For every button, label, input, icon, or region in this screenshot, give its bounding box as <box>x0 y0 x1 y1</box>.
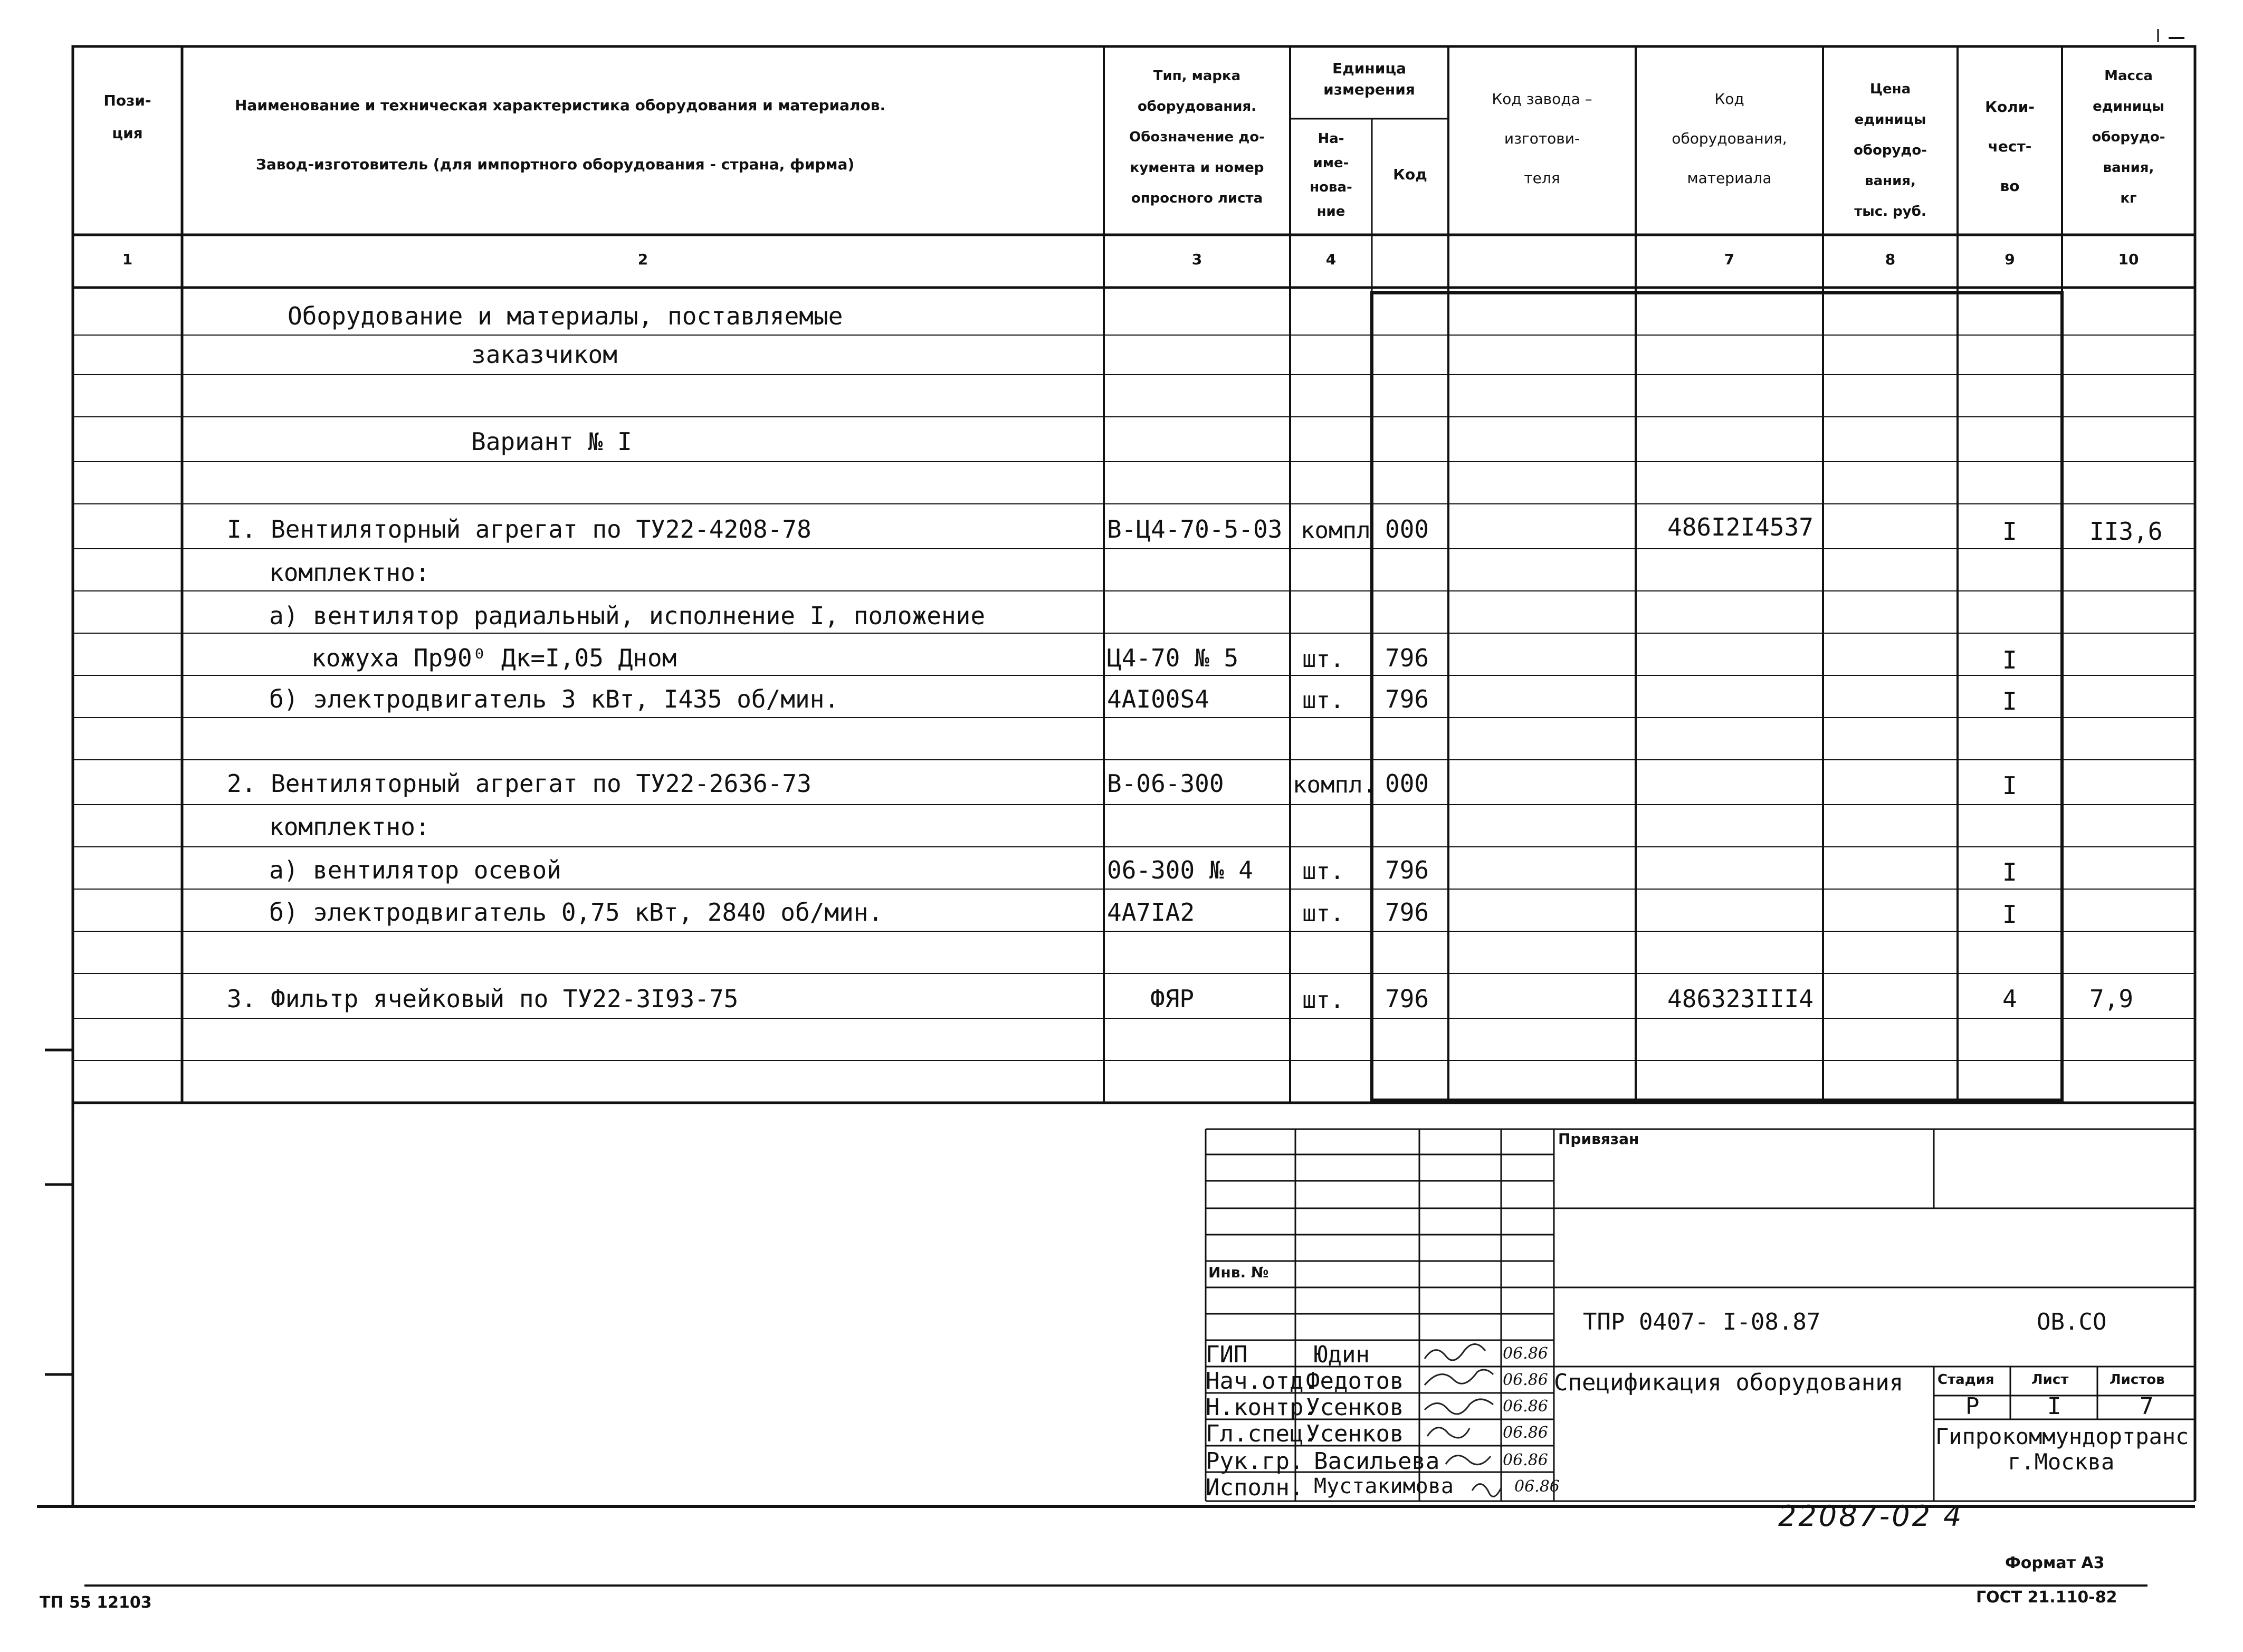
row-name: комплектно: <box>269 813 430 841</box>
row-quantity: I <box>2002 646 2017 674</box>
header-price: Цена единицы оборудо- вания, тыс. руб. <box>1853 81 1927 219</box>
row-unit-code: 796 <box>1385 898 1429 927</box>
header-plant-code: Код завода – изготови- теля <box>1492 90 1592 187</box>
signer-name: Юдин <box>1314 1341 1370 1368</box>
row-name: а) вентилятор радиальный, исполнение I, положение <box>269 601 986 630</box>
signer-role: Рук.гр. <box>1206 1448 1304 1475</box>
stamp-document-code: ТПР 0407- I-08.87 <box>1583 1309 1821 1335</box>
column-number: 8 <box>1885 251 1896 268</box>
row-type: 06-300 № 4 <box>1107 856 1253 884</box>
row-name: кожуха Пр90⁰ Дк=I,05 Дном <box>311 644 677 672</box>
signer-date: 06.86 <box>1514 1477 1560 1496</box>
header-name-line1: Наименование и техническая характеристика оборудования и материалов. <box>235 97 886 114</box>
row-name: I. Вентиляторный агрегат по ТУ22-4208-78 <box>227 515 812 543</box>
column-number: 9 <box>2005 251 2015 268</box>
row-unit: компл. <box>1293 771 1377 798</box>
row-type: В-06-300 <box>1107 769 1224 798</box>
stamp-city: г.Москва <box>2008 1449 2115 1475</box>
header-unit-code: Код <box>1393 166 1427 183</box>
row-unit: шт. <box>1302 646 1344 673</box>
signer-role: Нач.отд. <box>1206 1368 1318 1395</box>
row-type: Ц4-70 № 5 <box>1107 644 1239 672</box>
signer-date: 06.86 <box>1503 1397 1548 1416</box>
row-name: Вариант № I <box>471 427 632 456</box>
row-name: 2. Вентиляторный агрегат по ТУ22-2636-73 <box>227 769 812 798</box>
row-name: Оборудование и материалы, поставляемые <box>288 302 843 330</box>
row-quantity: I <box>2002 858 2017 886</box>
column-number: 2 <box>637 251 648 268</box>
stamp-sheet-code: ОВ.СО <box>2037 1309 2107 1335</box>
stamp-sheet-label: Лист <box>2031 1372 2069 1388</box>
row-name: а) вентилятор осевой <box>269 856 561 884</box>
signer-role: Гл.спец. <box>1206 1420 1318 1447</box>
row-type: В-Ц4-70-5-03 <box>1107 515 1283 543</box>
signer-role: ГИП <box>1206 1341 1248 1368</box>
row-name: б) электродвигатель 0,75 кВт, 2840 об/мин. <box>269 898 883 927</box>
row-type: ФЯР <box>1150 985 1195 1013</box>
row-unit-code: 796 <box>1385 644 1429 672</box>
row-mass: II3,6 <box>2089 517 2163 546</box>
signer-date: 06.86 <box>1503 1371 1548 1389</box>
header-quantity: Коли- чест- во <box>1985 98 2035 195</box>
signer-role: Н.контр. <box>1206 1394 1318 1421</box>
row-name: заказчиком <box>471 340 617 369</box>
row-quantity: I <box>2002 900 2017 929</box>
stamp-privyazan: Привязан <box>1558 1130 1639 1148</box>
row-unit-code: 796 <box>1385 985 1429 1013</box>
stamp-stage-label: Стадия <box>1937 1372 1994 1388</box>
row-equipment-code: 486323III4 <box>1667 985 1814 1013</box>
row-name: 3. Фильтр ячейковый по ТУ22-3I93-75 <box>227 985 739 1013</box>
row-type: 4АI00S4 <box>1107 685 1209 713</box>
stamp-title: Спецификация оборудования <box>1554 1369 1904 1396</box>
row-mass: 7,9 <box>2089 985 2134 1013</box>
signer-name: Мустакимова <box>1314 1474 1454 1498</box>
header-mass: Масса единицы оборудо- вания, кг <box>2092 68 2165 206</box>
row-name: б) электродвигатель 3 кВт, I435 об/мин. <box>269 685 839 713</box>
signer-date: 06.86 <box>1503 1344 1548 1363</box>
row-equipment-code: 486I2I4537 <box>1667 513 1814 541</box>
column-number: 4 <box>1325 251 1337 268</box>
signer-date: 06.86 <box>1503 1451 1548 1469</box>
gost-label: ГОСТ 21.110-82 <box>1976 1588 2117 1607</box>
row-unit-code: 000 <box>1385 769 1429 798</box>
row-unit: шт. <box>1302 858 1344 885</box>
header-unit-name: На- име- нова- ние <box>1310 131 1352 219</box>
row-unit-code: 796 <box>1385 856 1429 884</box>
row-quantity: I <box>2002 687 2017 715</box>
signer-name: Усенков <box>1306 1420 1404 1447</box>
column-number: 7 <box>1724 251 1735 268</box>
stamp-organization: Гипрокоммундортранс <box>1935 1424 2189 1449</box>
row-unit: шт. <box>1302 987 1344 1014</box>
header-name-line2: Завод-изготовитель (для импортного оборудования - страна, фирма) <box>256 156 855 173</box>
row-quantity: 4 <box>2002 985 2017 1013</box>
stamp-sheets-label: Листов <box>2110 1372 2165 1388</box>
format-label: Формат А3 <box>2005 1554 2105 1572</box>
column-number: 1 <box>122 251 133 268</box>
signer-date: 06.86 <box>1503 1424 1548 1442</box>
stamp-inventory-number: Инв. № <box>1208 1264 1269 1281</box>
signer-name: Усенков <box>1306 1394 1404 1421</box>
header-position: Пози- ция <box>103 92 151 142</box>
stamp-sheet: I <box>2047 1393 2061 1420</box>
row-unit: шт. <box>1302 687 1344 714</box>
row-quantity: I <box>2002 771 2017 800</box>
signer-name: Васильева <box>1314 1448 1440 1475</box>
header-equipment-code: Код оборудования, материала <box>1672 90 1787 187</box>
row-unit-code: 000 <box>1385 515 1429 543</box>
row-name: комплектно: <box>269 558 430 587</box>
row-unit-code: 796 <box>1385 685 1429 713</box>
header-type: Тип, марка оборудования. Обозначение до- кумента и номер опросного листа <box>1129 68 1265 206</box>
corner-label: ТП 55 12103 <box>40 1593 152 1612</box>
row-quantity: I <box>2002 517 2017 546</box>
stamp-sheets: 7 <box>2140 1393 2154 1420</box>
header-unit: Единица измерения <box>1323 60 1415 98</box>
signer-role: Исполн. <box>1206 1474 1304 1501</box>
column-number: 10 <box>2118 251 2139 268</box>
column-number: 3 <box>1191 251 1202 268</box>
row-unit: компл <box>1301 517 1371 544</box>
signer-name: Федотов <box>1306 1368 1404 1395</box>
row-unit: шт. <box>1302 900 1344 927</box>
row-type: 4А7IА2 <box>1107 898 1195 927</box>
document-number: 22087-02 4 <box>1778 1500 1964 1533</box>
stamp-stage: Р <box>1965 1393 1980 1420</box>
